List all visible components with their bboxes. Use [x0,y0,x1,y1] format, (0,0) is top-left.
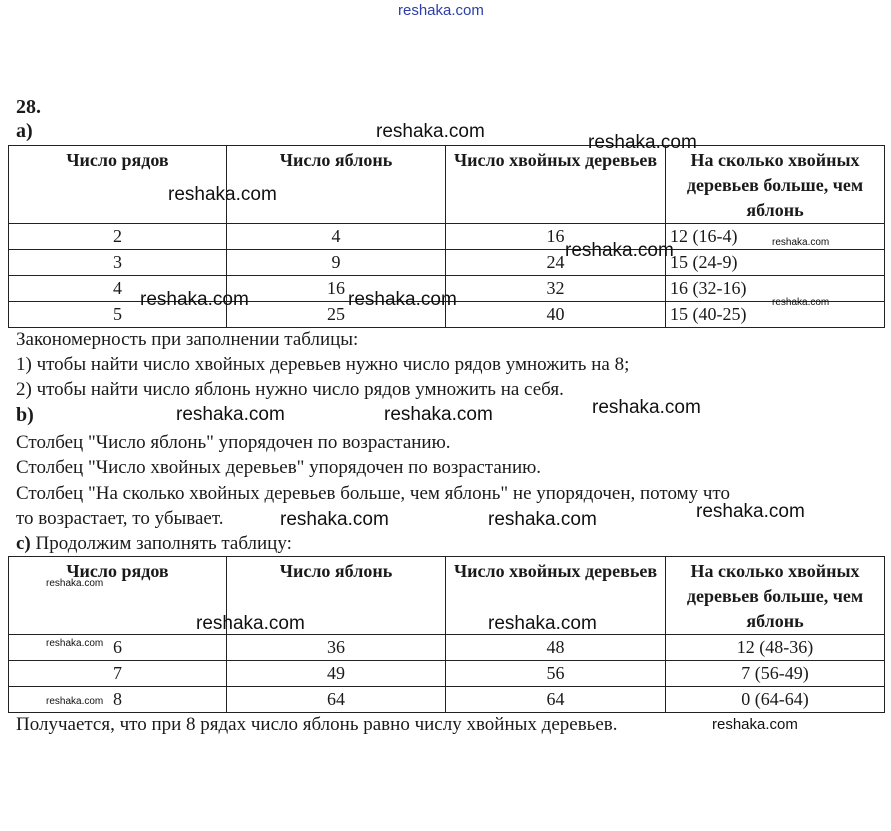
table-cell: 16 [227,276,446,302]
problem-number: 28. [16,96,41,118]
watermark: reshaka.com [565,240,674,261]
header-difference: На сколько хвойных деревьев больше, чем яблонь [666,146,885,224]
table-header-row [9,557,885,635]
watermark: reshaka.com [280,509,389,530]
watermark: reshaka.com [712,716,798,733]
table-cell: 6 [9,635,227,661]
watermark: reshaka.com [488,613,597,634]
watermark: reshaka.com [588,132,697,153]
watermark: reshaka.com [140,289,249,310]
pattern-item-2: 2) чтобы найти число яблонь нужно число рядов умножить на себя. [16,379,564,400]
watermark: reshaka.com [384,404,493,425]
watermark: reshaka.com [592,397,701,418]
part-c-text: Продолжим заполнять таблицу: [35,533,292,554]
part-b-label: b) [16,404,34,426]
table-cell: 5 [9,302,227,328]
table-row [9,250,885,276]
table-cell: 4 [227,224,446,250]
watermark: reshaka.com [46,638,104,649]
table-cell: 7 (56-49) [666,661,885,687]
table-cell: 2 [9,224,227,250]
table-cell: 9 [227,250,446,276]
header-rows-count: Число рядов [9,146,227,224]
table-row [9,661,885,687]
table-cell: 8 [9,687,227,713]
header-conifers-count: Число хвойных деревьев [446,557,666,635]
table-cell: 12 (48-36) [666,635,885,661]
table-cell: 16 (32-16) [666,276,885,302]
table-cell: 4 [9,276,227,302]
table-row [9,635,885,661]
watermark: reshaka.com [348,289,457,310]
table-cell: 36 [227,635,446,661]
watermark: reshaka.com [46,696,104,707]
watermark: reshaka.com [46,578,104,589]
table-row [9,224,885,250]
watermark: reshaka.com [772,297,830,308]
table-cell: 56 [446,661,666,687]
header-apples-count: Число яблонь [227,557,446,635]
table-cell: 64 [227,687,446,713]
b-line-3-second: то возрастает, то убывает. [16,508,224,529]
part-c-label: c) [16,533,31,554]
table-cell: 64 [446,687,666,713]
header-rows-count: Число рядов [9,557,227,635]
table-cell: 16 [446,224,666,250]
table-cell: 48 [446,635,666,661]
pattern-title: Закономерность при заполнении таблицы: [16,329,359,350]
b-line-1: Столбец "Число яблонь" упорядочен по возрастанию. [16,432,451,453]
part-a-label: a) [16,120,33,142]
watermark: reshaka.com [772,237,830,248]
watermark: reshaka.com [176,404,285,425]
table-cell: 12 (16-4) [666,224,885,250]
pattern-item-1: 1) чтобы найти число хвойных деревьев нужно число рядов умножить на 8; [16,354,630,375]
watermark: reshaka.com [196,613,305,634]
table-cell: 7 [9,661,227,687]
watermark: reshaka.com [376,121,485,142]
b-line-2: Столбец "Число хвойных деревьев" упорядочен по возрастанию. [16,457,542,478]
b-line-3-first: Столбец "На сколько хвойных деревьев больше, чем яблонь" не упорядочен, потому что [16,483,730,504]
table-cell: 15 (40-25) [666,302,885,328]
table-cell: 32 [446,276,666,302]
watermark: reshaka.com [488,509,597,530]
table-row [9,687,885,713]
header-apples-count: Число яблонь [227,146,446,224]
table-cell: 15 (24-9) [666,250,885,276]
conclusion-text: Получается, что при 8 рядах число яблонь равно числу хвойных деревьев. [16,714,618,735]
table-cell: 25 [227,302,446,328]
table-continued [8,556,885,713]
table-cell: 49 [227,661,446,687]
table-cell: 3 [9,250,227,276]
part-c [16,533,292,555]
watermark: reshaka.com [696,501,805,522]
table-cell: 40 [446,302,666,328]
header-difference: На сколько хвойных деревьев больше, чем яблонь [666,557,885,635]
watermark: reshaka.com [168,184,277,205]
table-cell: 24 [446,250,666,276]
site-watermark-header[interactable]: reshaka.com [398,2,484,19]
header-conifers-count: Число хвойных деревьев [446,146,666,224]
table-header-row [9,146,885,224]
table-cell: 0 (64-64) [666,687,885,713]
